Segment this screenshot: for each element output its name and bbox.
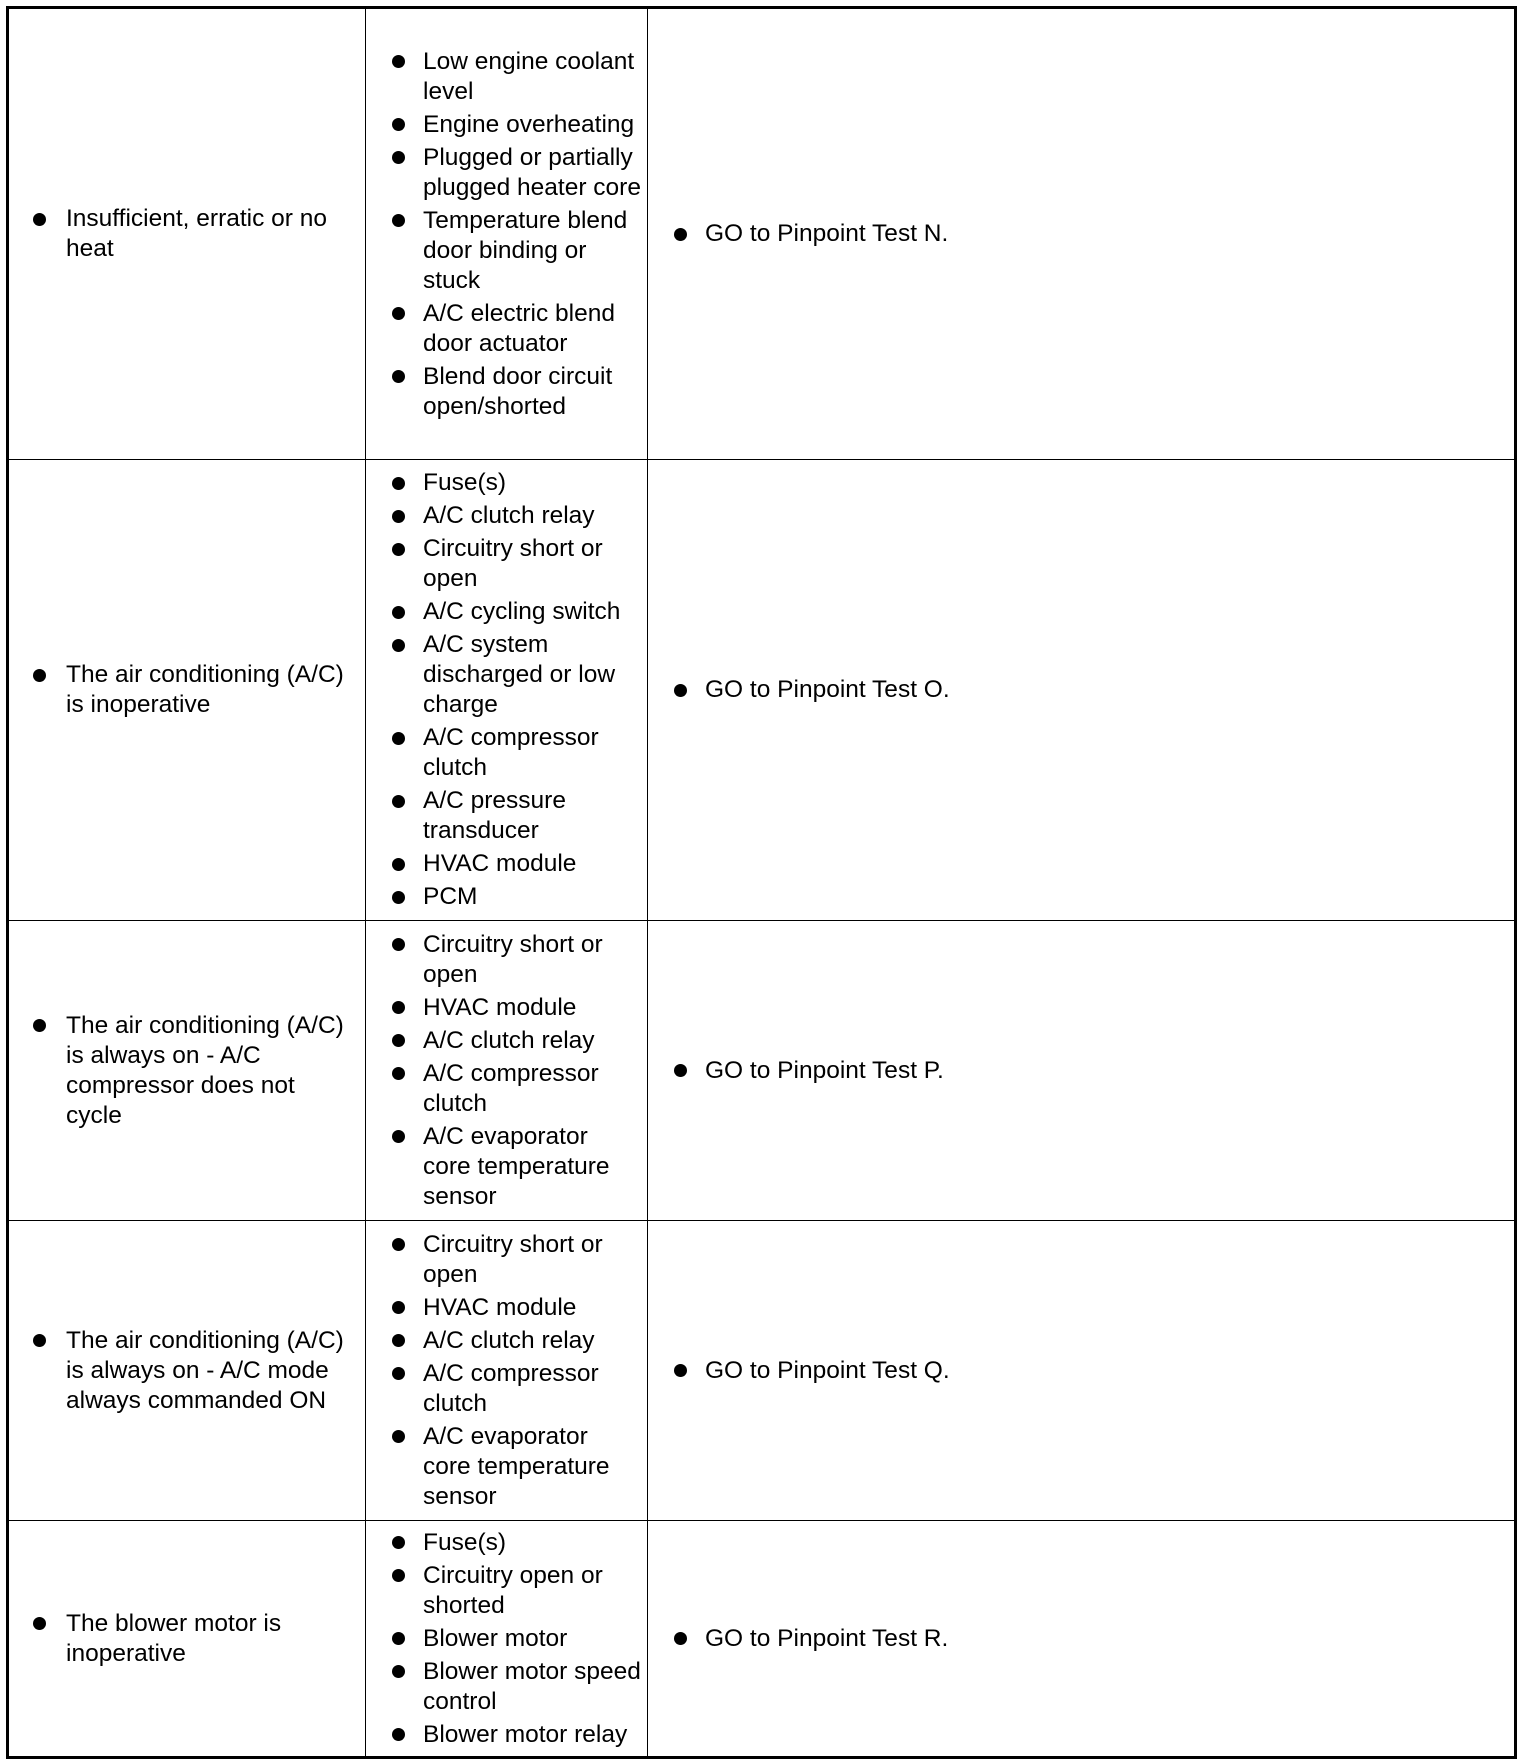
possible-source-item: Engine overheating bbox=[423, 110, 641, 140]
condition-text: The air conditioning (A/C) is always on - A/C mode always commanded ON bbox=[66, 1326, 355, 1416]
possible-source-item: Blower motor bbox=[423, 1624, 641, 1654]
possible-source-item: Blend door circuit open/shorted bbox=[423, 362, 641, 422]
action-cell bbox=[648, 8, 1516, 460]
possible-source-item: A/C electric blend door actuator bbox=[423, 299, 641, 359]
condition-cell bbox=[8, 8, 366, 460]
condition-text: The air conditioning (A/C) is always on - A/C compressor does not cycle bbox=[66, 1011, 355, 1131]
possible-source-item: HVAC module bbox=[423, 849, 641, 879]
possible-source-item: A/C compressor clutch bbox=[423, 1059, 641, 1119]
condition-cell bbox=[8, 1221, 366, 1521]
possible-source-item: A/C clutch relay bbox=[423, 501, 641, 531]
possible-source-item: A/C system discharged or low charge bbox=[423, 630, 641, 720]
action-text: GO to Pinpoint Test P. bbox=[705, 1056, 1504, 1086]
table-row bbox=[8, 460, 1516, 921]
possible-source-item: A/C clutch relay bbox=[423, 1026, 641, 1056]
possible-source-item: Circuitry short or open bbox=[423, 930, 641, 990]
table-row bbox=[8, 1221, 1516, 1521]
possible-source-item: A/C compressor clutch bbox=[423, 1359, 641, 1419]
possible-source-cell bbox=[366, 921, 648, 1221]
table-row bbox=[8, 921, 1516, 1221]
possible-source-item: Temperature blend door binding or stuck bbox=[423, 206, 641, 296]
possible-source-item: HVAC module bbox=[423, 1293, 641, 1323]
condition-cell bbox=[8, 921, 366, 1221]
action-text: GO to Pinpoint Test R. bbox=[705, 1624, 1504, 1654]
condition-text: Insufficient, erratic or no heat bbox=[66, 204, 355, 264]
possible-source-item: Circuitry open or shorted bbox=[423, 1561, 641, 1621]
symptom-chart-table bbox=[6, 6, 1517, 1759]
possible-source-cell bbox=[366, 8, 648, 460]
possible-source-item: A/C evaporator core temperature sensor bbox=[423, 1122, 641, 1212]
action-cell bbox=[648, 1221, 1516, 1521]
possible-source-item: A/C evaporator core temperature sensor bbox=[423, 1422, 641, 1512]
possible-source-item: PCM bbox=[423, 882, 641, 912]
possible-source-cell bbox=[366, 1221, 648, 1521]
possible-source-item: Low engine coolant level bbox=[423, 47, 641, 107]
possible-source-item: HVAC module bbox=[423, 993, 641, 1023]
possible-source-item: A/C clutch relay bbox=[423, 1326, 641, 1356]
action-text: GO to Pinpoint Test N. bbox=[705, 219, 1504, 249]
possible-source-item: Blower motor speed control bbox=[423, 1657, 641, 1715]
action-text: GO to Pinpoint Test O. bbox=[705, 675, 1504, 705]
possible-source-item: Fuse(s) bbox=[423, 1528, 641, 1558]
condition-cell bbox=[8, 460, 366, 921]
possible-source-cell bbox=[366, 1521, 648, 1758]
condition-text: The blower motor is inoperative bbox=[66, 1609, 355, 1669]
condition-text: The air conditioning (A/C) is inoperative bbox=[66, 660, 355, 720]
possible-source-item: Blower motor relay bbox=[423, 1720, 641, 1750]
action-cell bbox=[648, 1521, 1516, 1758]
possible-source-item: A/C pressure transducer bbox=[423, 786, 641, 846]
possible-source-item: Circuitry short or open bbox=[423, 1230, 641, 1290]
table-row bbox=[8, 8, 1516, 460]
possible-source-cell bbox=[366, 460, 648, 921]
possible-source-item: A/C cycling switch bbox=[423, 597, 641, 627]
possible-source-item: Circuitry short or open bbox=[423, 534, 641, 594]
table-row bbox=[8, 1521, 1516, 1758]
action-text: GO to Pinpoint Test Q. bbox=[705, 1356, 1504, 1386]
possible-source-item: Fuse(s) bbox=[423, 468, 641, 498]
action-cell bbox=[648, 460, 1516, 921]
possible-source-item: A/C compressor clutch bbox=[423, 723, 641, 783]
possible-source-item: Plugged or partially plugged heater core bbox=[423, 143, 641, 201]
condition-cell bbox=[8, 1521, 366, 1758]
action-cell bbox=[648, 921, 1516, 1221]
